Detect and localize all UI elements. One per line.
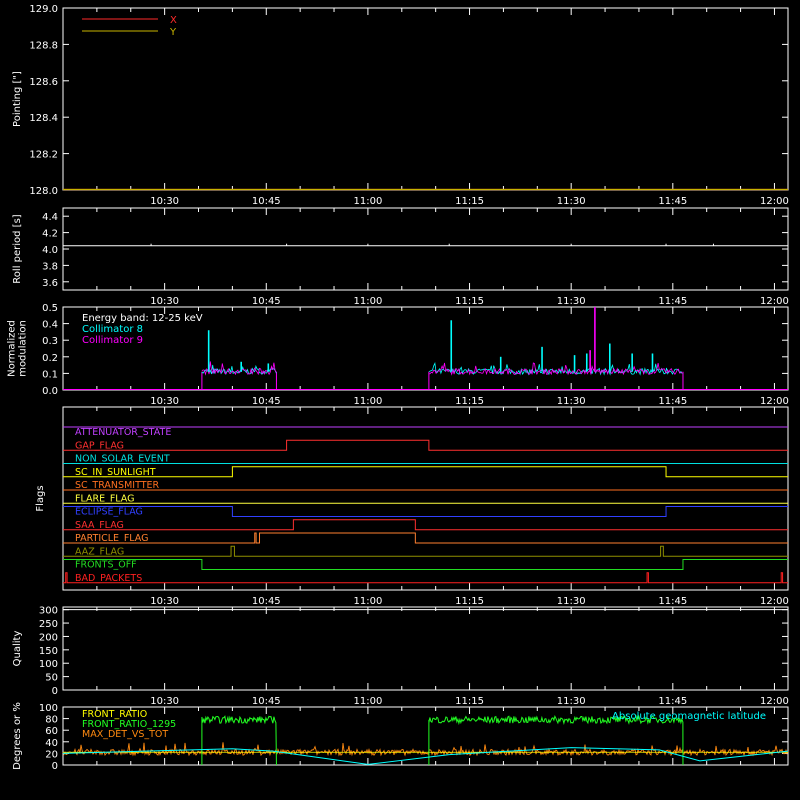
y-tick-label: 0.2 <box>42 352 58 364</box>
y-tick-label: 4.0 <box>42 245 58 256</box>
flag-label: ECLIPSE_FLAG <box>75 506 143 518</box>
flag-label: SC_TRANSMITTER <box>75 480 160 491</box>
y-tick-label: 0.3 <box>42 336 58 348</box>
flag-label: GAP_FLAG <box>75 440 125 452</box>
y-tick-label: 150 <box>38 645 58 657</box>
x-tick-label: 11:15 <box>455 596 484 607</box>
y-tick-label: 50 <box>45 672 58 684</box>
y-tick-label: 0 <box>51 686 58 697</box>
y-axis-label: Flags <box>35 485 46 512</box>
y-tick-label: 4.2 <box>42 228 58 240</box>
y-tick-label: 0.5 <box>42 303 58 314</box>
y-tick-label: 250 <box>38 619 58 631</box>
x-tick-label: 12:00 <box>760 196 789 207</box>
flag-label: FRONTS_OFF <box>75 559 137 571</box>
flag-label: SC_IN_SUNLIGHT <box>75 466 156 478</box>
y-tick-label: 0.1 <box>42 369 58 381</box>
y-tick-label: 128.8 <box>29 40 58 52</box>
x-tick-label: 11:30 <box>556 296 586 307</box>
y-tick-label: 128.2 <box>29 149 58 161</box>
x-tick-label: 11:15 <box>455 396 484 407</box>
x-tick-label: 10:45 <box>251 596 281 607</box>
legend-label: MAX_DET_VS_TOT <box>82 729 169 740</box>
flag-label: FLARE_FLAG <box>75 493 135 505</box>
flag-label: BAD_PACKETS <box>75 572 143 584</box>
x-tick-label: 12:00 <box>760 696 789 707</box>
legend-label: Y <box>170 27 177 38</box>
x-tick-label: 11:30 <box>556 696 586 707</box>
y-axis-label: Quality <box>12 630 23 667</box>
x-tick-label: 11:15 <box>455 696 484 707</box>
x-tick-label: 11:30 <box>556 196 586 207</box>
x-tick-label: 10:45 <box>251 396 281 407</box>
x-tick-label: 12:00 <box>760 296 789 307</box>
flag-label: NON_SOLAR_EVENT <box>75 453 170 465</box>
y-tick-label: 200 <box>38 632 58 644</box>
x-tick-label: 10:30 <box>150 396 180 407</box>
legend-label: X <box>170 15 177 26</box>
x-tick-label: 10:30 <box>150 696 180 707</box>
x-tick-label: 11:00 <box>353 396 383 407</box>
y-tick-label: 3.8 <box>42 261 58 273</box>
x-tick-label: 11:00 <box>353 596 383 607</box>
y-tick-label: 20 <box>45 749 58 761</box>
y-axis-label: Degrees or % <box>12 702 23 770</box>
y-tick-label: 60 <box>45 726 58 738</box>
y-tick-label: 128.6 <box>29 76 58 88</box>
x-tick-label: 10:45 <box>251 696 281 707</box>
x-tick-label: 11:15 <box>455 196 484 207</box>
y-axis-label: Roll period [s] <box>12 214 23 284</box>
annotation-label: Absolute geomagnetic latitude <box>612 711 766 722</box>
y-tick-label: 0.0 <box>42 386 58 397</box>
x-tick-label: 11:45 <box>658 596 688 607</box>
y-tick-label: 100 <box>38 659 58 671</box>
x-tick-label: 11:00 <box>353 296 383 307</box>
x-tick-label: 11:45 <box>658 396 688 407</box>
flag-label: SAA_FLAG <box>75 519 124 531</box>
legend-label: Collimator 8 <box>82 324 143 335</box>
y-tick-label: 129.0 <box>29 4 58 15</box>
y-axis-label: Pointing ["] <box>12 71 23 127</box>
x-tick-label: 10:45 <box>251 196 281 207</box>
legend-label: FRONT_RATIO_1295 <box>82 719 177 730</box>
x-tick-label: 10:30 <box>150 596 180 607</box>
x-tick-label: 10:45 <box>251 296 281 307</box>
y-tick-label: 4.4 <box>42 212 58 224</box>
y-tick-label: 300 <box>38 605 58 617</box>
y-tick-label: 3.6 <box>42 277 58 289</box>
x-tick-label: 11:00 <box>353 196 383 207</box>
y-tick-label: 0.4 <box>42 319 58 331</box>
y-tick-label: 80 <box>45 714 58 726</box>
y-tick-label: 128.4 <box>29 113 58 125</box>
y-tick-label: 128.0 <box>29 186 58 197</box>
x-tick-label: 11:30 <box>556 596 586 607</box>
y-axis-label: Normalized <box>6 320 18 377</box>
y-axis-label: modulation <box>17 320 29 377</box>
y-tick-label: 0 <box>51 761 58 772</box>
legend-label: FRONT_RATIO <box>82 709 148 720</box>
x-tick-label: 11:45 <box>658 296 688 307</box>
y-tick-label: 100 <box>38 703 58 714</box>
x-tick-label: 11:15 <box>455 296 484 307</box>
legend-label: Energy band: 12-25 keV <box>82 313 203 324</box>
y-tick-label: 40 <box>45 737 58 749</box>
x-tick-label: 12:00 <box>760 596 789 607</box>
x-tick-label: 11:45 <box>658 696 688 707</box>
x-tick-label: 11:30 <box>556 396 586 407</box>
x-tick-label: 10:30 <box>150 296 180 307</box>
flag-label: ATTENUATOR_STATE <box>75 427 172 438</box>
legend-label: Collimator 9 <box>82 335 143 346</box>
x-tick-label: 10:30 <box>150 196 180 207</box>
flag-label: PARTICLE_FLAG <box>75 533 149 544</box>
flag-label: AAZ_FLAG <box>75 546 125 558</box>
x-tick-label: 11:00 <box>353 696 383 707</box>
x-tick-label: 12:00 <box>760 396 789 407</box>
x-tick-label: 11:45 <box>658 196 688 207</box>
